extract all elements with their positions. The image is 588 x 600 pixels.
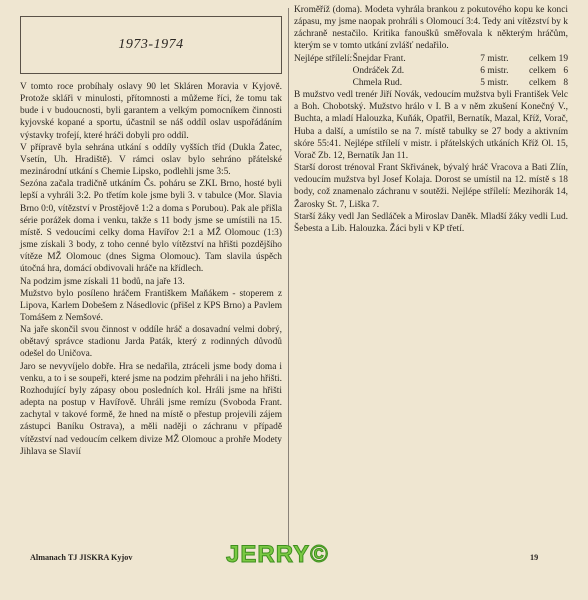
paragraph: Starší dorost trénoval Frant Skřivánek, bývalý hráč Vracova a Bati Zlín, vedoucím mužstva byl Josef Kolaja. Dorost se umístil na 12. místě s 18 body, což znamenalo záchranu v soutěži. Nejlépe střílelí: Mezihorák 14, Žarosky St. 7, Liška 7.: [294, 163, 568, 210]
paragraph: Mužstvo bylo posíleno hráčem Františkem Maňákem - stoperem z Lipova, Karlem Dobešem z Násedlovic (přišel z KPS Brno) a Pavlem Tomášem z Nemšové.: [20, 288, 282, 323]
right-column: [294, 4, 568, 235]
title-box: [20, 16, 282, 74]
publication-name: Almanach TJ JISKRA Kyjov: [30, 553, 133, 562]
scorer-name: Šnejdar Frant.: [352, 53, 406, 64]
page-number: 19: [530, 553, 539, 562]
paragraph: Na podzim jsme získali 11 bodů, na jaře 13.: [20, 276, 185, 287]
scorer-total: 19: [558, 53, 568, 64]
scorer-row: [294, 53, 568, 65]
right-text: [294, 89, 568, 235]
scorer-total-label: celkem: [529, 77, 557, 88]
scorer-total-label: celkem: [529, 65, 557, 76]
paragraph: V přípravě byla sehrána utkání s oddíly vyšších tříd (Dukla Žatec, Vsetín, Uh. Hradiště). V rámci oslav bylo sehráno přátelské mezinárodní utkání s Chemie Lipsko, podlehli jsme 3:5.: [20, 142, 282, 178]
scorer-league-goals: 7 mistr.: [480, 53, 509, 64]
right-intro: [294, 4, 568, 53]
scorer-total-label: celkem: [529, 53, 557, 64]
scorers-table: [294, 53, 568, 89]
scorer-league-goals: 6 mistr.: [480, 65, 509, 76]
scorer-total: 6: [563, 65, 568, 76]
paragraph: B mužstvo vedl trenér Jiří Novák, vedoucím mužstva byli František Velc a Boh. Chobotský. Mužstvo hrálo v I. B a v něm zkušení Konečný V., Buchta, a mladí Halouzka, Kuňák, Opatřil, Bernatík, Mazal, Kříž, Vorač, Huba a další, a umístilo se na 7. místě tabulky se 27 body a aktivním skóre 55:41. Nejlépe střílelí v mistr. i přátelských utkáních Kříž Ol. 15, Vorač Zb. 12, Bernatík Jan 11.: [294, 90, 568, 161]
scorer-league-goals: 5 mistr.: [480, 77, 509, 88]
paragraph: Starší žáky vedl Jan Sedláček a Miroslav Daněk. Mladší žáky vedli Lud. Šebesta a Lib. Halouzka. Žáci byli v KP třetí.: [294, 211, 568, 234]
paragraph: Jaro se nevyvíjelo dobře. Hra se nedařila, ztráceli jsme body doma i venku, a to i se soupeři, které jsme na podzim přehráli i na jeho hřišti. Rozhodující byly zápasy obou posledních kol. Hráli jsme na hřišti adepta na postup v Havířově. Uhráli jsme remízu (Svoboda Frant. zachytal v takové formě, že hned na místě o přestup projevili zájem zástupci Baníku Ostrava), a měli naději o záchranu v případě vítězství nad vedoucím celkem divize MŽ Olomouc a prohře Modety Jihlava se Slavií: [20, 361, 282, 457]
scorer-total: 8: [563, 77, 568, 88]
scorer-row: [294, 65, 568, 77]
left-text: [20, 81, 282, 458]
paragraph: Na jaře skončil svou činnost v oddíle hráč a dosavadní velmi dobrý, obětavý správce stadionu Jarda Paták, který z rodinných důvodů odešel do Uničova.: [20, 325, 282, 360]
scorer-name: Ondráček Zd.: [352, 65, 405, 76]
sponsor-logo: JERRY©: [226, 541, 329, 568]
left-column: [20, 16, 282, 458]
scorers-label: Nejlépe střílelí:: [294, 53, 353, 64]
page-title: 1973-1974: [118, 37, 184, 52]
column-divider: [288, 8, 289, 548]
paragraph: V tomto roce probíhaly oslavy 90 let Skláren Moravia v Kyjově. Protože skláři v minulosti, přítomnosti a můžeme říci, že tomu tak bude i v budoucnosti, byli garantem a velkým pomocníkem činnosti kyjovské kopané a sportu, účastnil se náš oddíl oslav uspořádáním výstavky trofejí, které hráči dobyli pro oddíl.: [20, 82, 282, 141]
paragraph: Sezóna začala tradičně utkáním Čs. poháru se ZKL Brno, hosté byli lepší a vyhráli 3:2. Po třetím kole jsme byli 3. v tabulce (Mor. Slavia Brno 0:0, vítězství v Prostějově 1:2 a doma s Porubou). Pak ale přišla série porážek doma i venku, takže s 11 body jsme se umístili na 15. místě. S vedoucími celky doma Havířov 2:1 a MŽ Olomouc (1:3) jsme získali 3 body, z toho cenné bylo vítězství na hřišti pozdějšího vítěze MŽ Olomouc (dnes Sigma Olomouc). Tam slavila úspěch útočná hra, domácí obdivovali hráče na křídlech.: [20, 179, 282, 275]
scorer-name: Chmela Rud.: [352, 77, 403, 88]
paragraph: Kroměříž (doma). Modeta vyhrála brankou z pokutového kopu ke konci zápasu, my jsme naopak prohráli s Olomoucí 3:4. Tedy ani vítězství by k záchraně nestačilo. Kritika fanoušků směřovala k některým hráčům, kterým se v tomto utkání zvlášť nedařilo.: [294, 5, 568, 52]
scorer-row: [294, 77, 568, 89]
